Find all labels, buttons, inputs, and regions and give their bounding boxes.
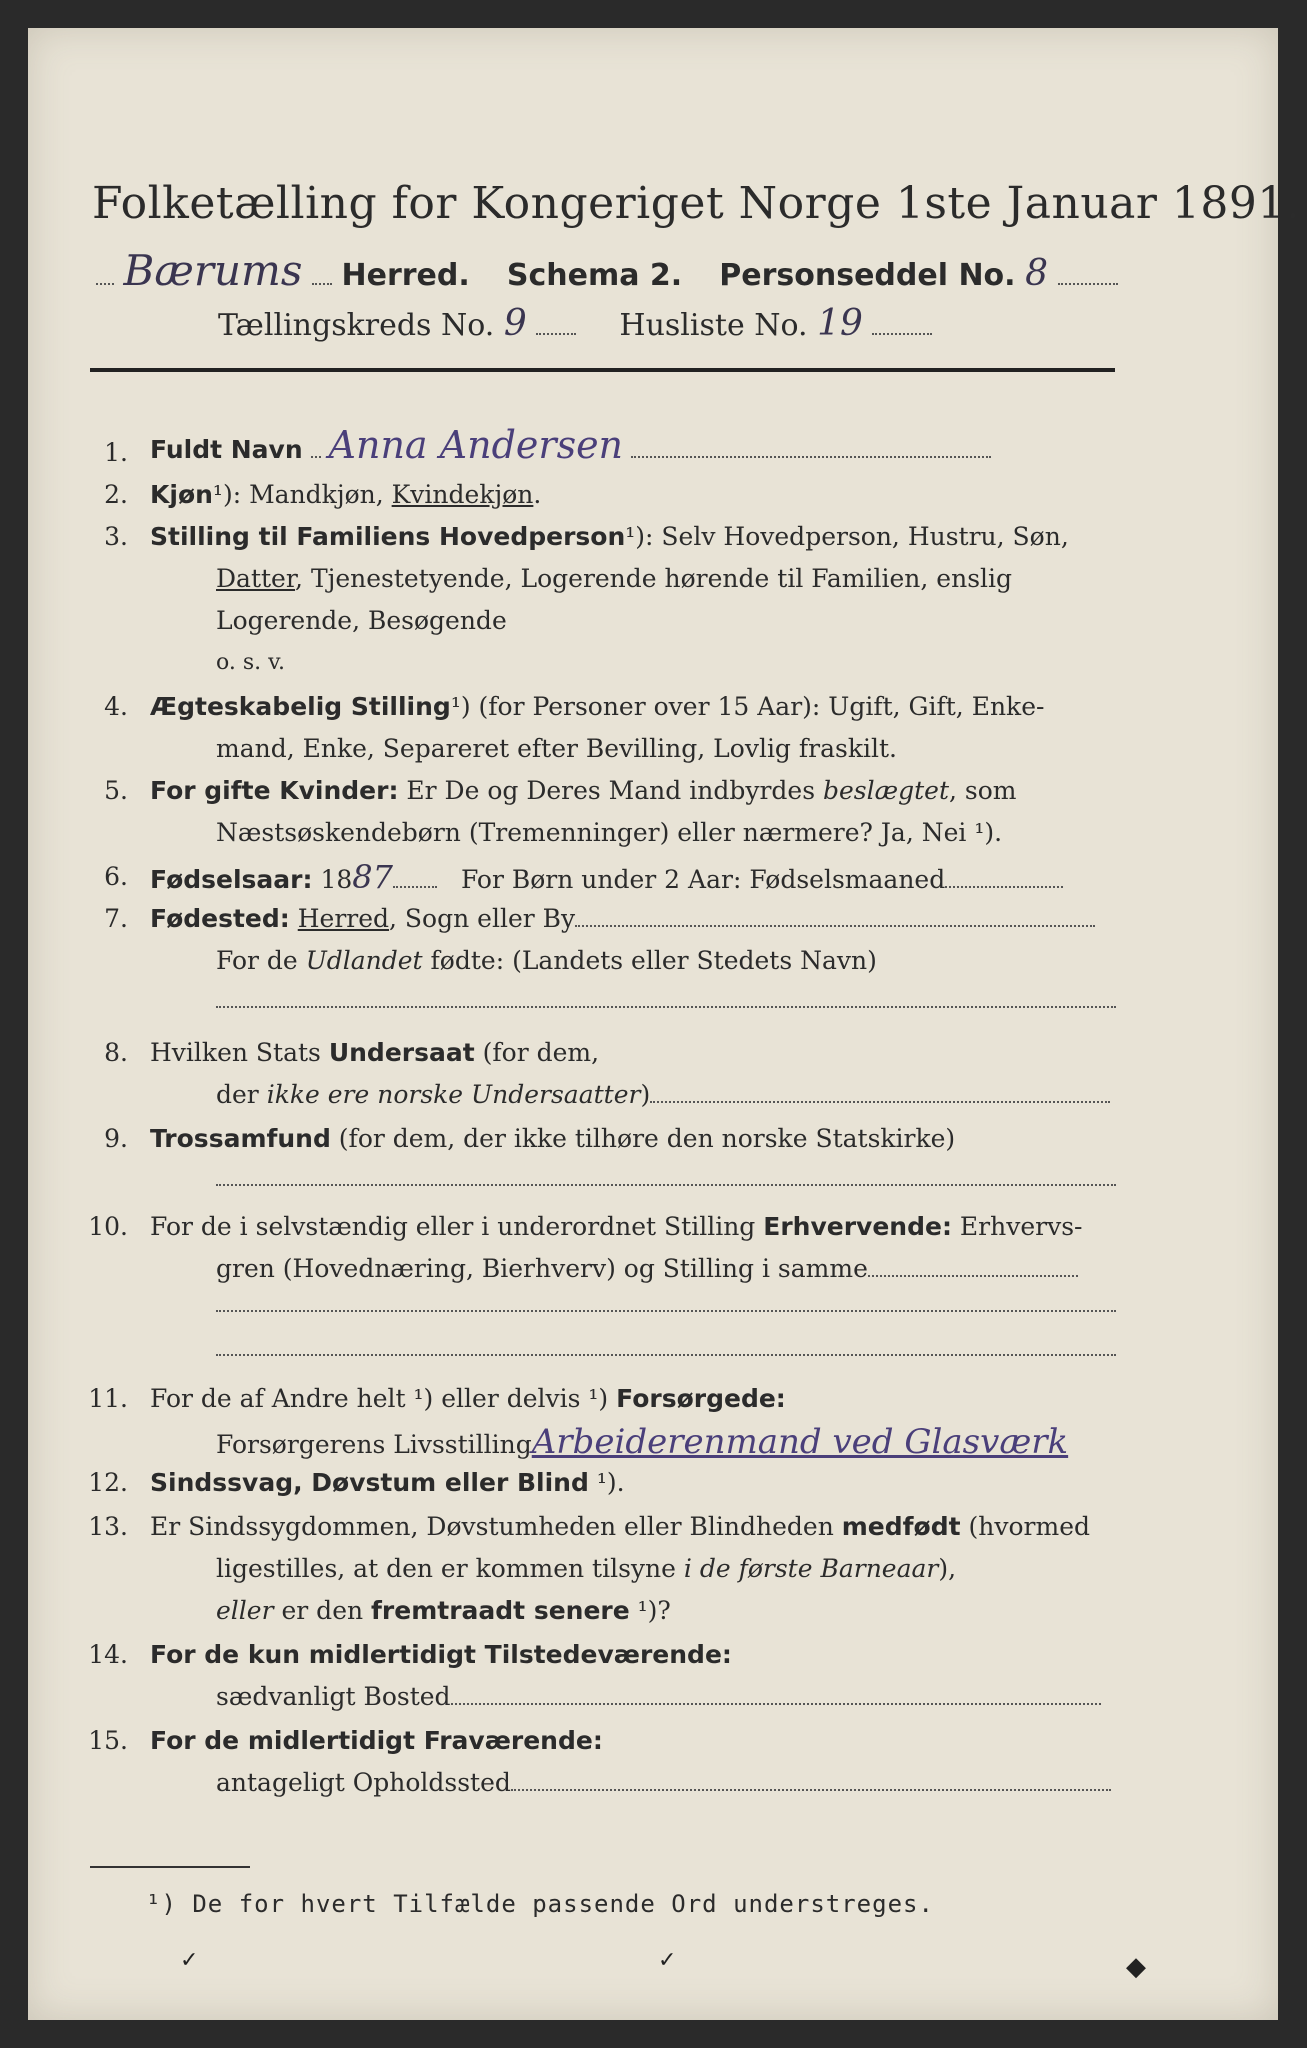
field-11-bold: Forsørgede:: [616, 1384, 786, 1413]
field-9-blank: [216, 1184, 1116, 1186]
field-7-blank: [216, 1006, 1116, 1008]
full-name-value: Anna Andersen: [328, 423, 624, 467]
field-13-line3a: eller: [216, 1596, 274, 1625]
field-1: [150, 423, 991, 467]
field-6-rest-label: For Børn under 2 Aar: Fødselsmaaned: [460, 865, 946, 894]
field-12-end: ¹).: [588, 1468, 625, 1497]
field-6-number: 6.: [104, 862, 128, 891]
field-3: [150, 522, 1069, 551]
birth-year-value: 87: [352, 858, 393, 896]
field-8: [150, 1038, 599, 1067]
field-8-bold: Undersaat: [328, 1038, 475, 1067]
personseddel-number: 8: [1025, 253, 1049, 294]
field-3-number: 3.: [104, 522, 128, 551]
field-11-line2-text: Forsørgerens Livsstilling: [216, 1430, 532, 1459]
field-13-number: 13.: [88, 1512, 128, 1541]
field-7-italic: Udlandet: [305, 946, 423, 975]
field-12-label: Sindssvag, Døvstum eller Blind: [150, 1468, 589, 1497]
field-12-number: 12.: [88, 1468, 128, 1497]
herred-label: Herred.: [341, 258, 470, 293]
ink-mark-center: ✓: [658, 1948, 677, 1973]
field-8-line1: (for dem,: [474, 1038, 600, 1067]
forsorger-value: Arbeiderenmand ved Glasværk: [531, 1422, 1069, 1462]
field-11-line2: [216, 1422, 1068, 1462]
field-7: [150, 904, 1095, 933]
ink-blot-right: ◆: [1126, 1952, 1146, 1982]
field-13-line3b: er den: [273, 1596, 372, 1625]
field-7-label: Fødested:: [150, 904, 290, 933]
field-5-line2: Næstsøskendebørn (Tremenninger) eller nærmere? Ja, Nei ¹).: [216, 818, 1003, 847]
field-7-line2: [216, 946, 877, 975]
field-14-label: For de kun midlertidigt Tilstedeværende:: [150, 1640, 732, 1669]
field-6: [150, 858, 1063, 896]
header-rule: [90, 368, 1115, 372]
field-10: [150, 1212, 1082, 1241]
field-13-bold: medfødt: [841, 1512, 961, 1541]
stilling-selected: Datter: [216, 564, 296, 593]
form-title: Folketælling for Kongeriget Norge 1ste Januar 1891.: [92, 178, 1301, 229]
field-15-line2-text: antageligt Opholdssted: [216, 1768, 511, 1797]
personseddel-label: Personseddel No.: [719, 258, 1016, 293]
field-13-line3: [216, 1596, 671, 1625]
field-9-line1: (for dem, der ikke tilhøre den norske Statskirke): [330, 1124, 956, 1153]
census-form-page: [28, 28, 1301, 2020]
field-7-line2b: fødte: (Landets eller Stedets Navn): [422, 946, 877, 975]
field-9-label: Trossamfund: [150, 1124, 331, 1153]
field-10-line1a: For de i selvstændig eller i underordnet Stilling: [150, 1212, 764, 1241]
field-2-end: .: [533, 480, 542, 509]
field-8-line2: [216, 1080, 1110, 1109]
field-7-line1: , Sogn eller By: [389, 904, 576, 933]
field-14: [150, 1640, 732, 1669]
field-7-number: 7.: [104, 904, 128, 933]
field-5-number: 5.: [104, 776, 128, 805]
field-10-blank-1: [216, 1310, 1116, 1312]
kreds-line: [218, 303, 932, 344]
field-1-number: 1.: [104, 438, 128, 467]
field-8-line2a: der: [216, 1080, 267, 1109]
field-14-number: 14.: [88, 1640, 128, 1669]
field-5-line1b: , som: [949, 776, 1017, 805]
field-4-line1: ¹) (for Personer over 15 Aar): Ugift, Gift, Enke-: [450, 692, 1045, 721]
field-4-line2: mand, Enke, Separeret efter Bevilling, Lovlig fraskilt.: [216, 734, 897, 763]
herred-line: [96, 246, 1118, 295]
field-2: [150, 480, 541, 509]
husliste-number: 19: [817, 303, 863, 344]
field-3-line4: o. s. v.: [216, 650, 285, 675]
field-15: [150, 1726, 603, 1755]
field-11-line1a: For de af Andre helt ¹) eller delvis ¹): [150, 1384, 617, 1413]
field-4-number: 4.: [104, 692, 128, 721]
field-14-line2: [216, 1682, 1101, 1711]
field-3-line1: ¹): Selv Hovedperson, Hustru, Søn,: [625, 522, 1069, 551]
field-5-line1: Er De og Deres Mand indbyrdes: [398, 776, 823, 805]
field-10-line1b: Erhvervs-: [951, 1212, 1083, 1241]
field-5-label: For gifte Kvinder:: [150, 776, 399, 805]
field-5: [150, 776, 1017, 805]
field-9: [150, 1124, 955, 1153]
field-13-italic: i de første Barneaar: [683, 1554, 939, 1583]
field-10-blank-2: [216, 1354, 1116, 1356]
field-5-italic: beslægtet: [823, 776, 950, 805]
field-12: [150, 1468, 625, 1497]
field-13-line2a: ligestilles, at den er kommen tilsyne: [216, 1554, 684, 1583]
field-6-prefix: 18: [312, 865, 353, 894]
field-8-line2b: ): [640, 1080, 651, 1109]
field-13: [150, 1512, 1090, 1541]
kreds-number: 9: [503, 303, 527, 344]
field-4-label: Ægteskabelig Stilling: [150, 692, 451, 721]
field-10-bold: Erhvervende:: [763, 1212, 952, 1241]
field-14-line2-text: sædvanligt Bosted: [216, 1682, 451, 1711]
field-7-line2a: For de: [216, 946, 306, 975]
field-13-line1a: Er Sindssygdommen, Døvstumheden eller Blindheden: [150, 1512, 842, 1541]
husliste-label: Husliste No.: [619, 308, 808, 343]
field-2-number: 2.: [104, 480, 128, 509]
kreds-label: Tællingskreds No.: [218, 308, 495, 343]
field-10-line2: [216, 1254, 1078, 1283]
field-3-label: Stilling til Familiens Hovedperson: [150, 522, 626, 551]
field-13-line2: [216, 1554, 956, 1583]
field-13-bold2: fremtraadt senere: [371, 1596, 630, 1625]
field-3-line2: [216, 564, 1012, 593]
field-8-italic: ikke ere norske Undersaatter: [266, 1080, 641, 1109]
field-15-label: For de midlertidigt Fraværende:: [150, 1726, 603, 1755]
field-1-label: Fuldt Navn: [150, 435, 303, 464]
field-6-label: Fødselsaar:: [150, 865, 313, 894]
field-10-number: 10.: [88, 1212, 128, 1241]
ink-mark-left: ✓: [180, 1948, 199, 1973]
herred-name: Bærums: [123, 246, 303, 295]
field-13-line3c: ¹)?: [629, 1596, 671, 1625]
field-3-line3: Logerende, Besøgende: [216, 606, 507, 635]
field-13-line2b: ),: [938, 1554, 957, 1583]
schema-label: Schema 2.: [506, 258, 683, 293]
field-3-line2-text: , Tjenestetyende, Logerende hørende til Familien, enslig: [295, 564, 1013, 593]
field-11-number: 11.: [88, 1384, 128, 1413]
field-13-line1b: (hvormed: [960, 1512, 1090, 1541]
footnote-rule: [90, 1866, 250, 1868]
kjon-selected: Kvindekjøn: [391, 480, 534, 509]
field-4: [150, 692, 1044, 721]
field-2-label: Kjøn: [150, 480, 213, 509]
field-8-label: Hvilken Stats: [150, 1038, 321, 1067]
field-15-number: 15.: [88, 1726, 128, 1755]
field-15-line2: [216, 1768, 1111, 1797]
field-2-text: ¹): Mandkjøn,: [212, 480, 392, 509]
footnote: ¹) De for hvert Tilfælde passende Ord understreges.: [146, 1890, 934, 1918]
fodested-selected: Herred: [297, 904, 390, 933]
field-11: [150, 1384, 786, 1413]
field-9-number: 9.: [104, 1124, 128, 1153]
field-10-line2-text: gren (Hovednæring, Bierhverv) og Stilling i samme: [216, 1254, 868, 1283]
field-8-number: 8.: [104, 1038, 128, 1067]
